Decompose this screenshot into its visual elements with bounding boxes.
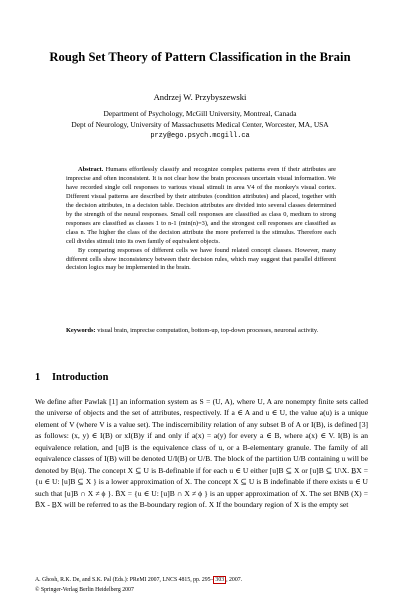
keywords-block	[66, 327, 336, 336]
body-paragraph-1: We define after Pawlak [1] an information system as S = (U, A), where U, A are nonempty finite sets called the universe of objects and the set of attributes, respectively. If a ∈ A and u ∈ U, the value a(u) is a unique element of V (where V is a value set). The indiscernibility relation of any subset B of A or I(B), is defined [3] as follows: (x, y) ∈ I(B) or xI(B)y if and only if a(x) = a(y) for every a ∈ B, where a(x) ∈ V. I(B) is an equivalence relation, and [u]B is the equivalence class of u, or a B-elementary granule. The family of all equivalence classes of I(B) will be denoted U/I(B) or U/B. The block of the partition U/B containing u will be denoted by B(u). The concept X ⊆ U is B-definable if for each u ∈ U either [u]B ⊆ X or [u]B ⊆ U\X. B̲X = {u ∈ U: [u]B ⊆ X } is a lower approximation of X. The concept X ⊆ U is B indefinable if there exists u ∈ U such that [u]B ∩ X ≠ ϕ }. B̄X = {u ∈ U: [u]B ∩ X ≠ ϕ } is an upper approximation of X. The set BNB (X) = B̄X - B̲X will be referred to as the B-boundary region of. X If the boundary region of X is the empty set	[35, 397, 368, 510]
footer-page-number: 303	[215, 577, 225, 583]
footer	[35, 576, 375, 595]
footer-citation-prefix: A. Ghosh, R.K. De, and S.K. Pal (Eds.): PReMI 2007, LNCS 4815, pp. 295–	[35, 577, 214, 583]
abstract-paragraph-2: By comparing responses of different cells we have found related concept classes. However, many different cells show inconsistency between their decision rules, which may suggest that parallel different decision logics may be implemented in the brain.	[66, 246, 336, 272]
keywords-label: Keywords:	[66, 327, 96, 334]
affiliation-1: Department of Psychology, McGill University, Montreal, Canada	[103, 109, 297, 118]
author-name: Andrzej W. Przybyszewski	[153, 92, 247, 102]
body-text	[35, 396, 368, 511]
abstract-block	[66, 166, 336, 273]
footer-copyright: © Springer-Verlag Berlin Heidelberg 2007	[35, 586, 134, 593]
paper-title: Rough Set Theory of Pattern Classification in the Brain	[49, 50, 351, 64]
section-number: 1	[35, 372, 41, 383]
section-title: Introduction	[52, 372, 109, 383]
author-email: przy@ego.psych.mcgill.ca	[150, 132, 250, 140]
affiliation-2: Dept of Neurology, University of Massachusetts Medical Center, Worcester, MA, USA	[71, 120, 329, 129]
keywords-text: visual brain, imprecise computation, bottom-up, top-down processes, neuronal activity.	[97, 327, 319, 334]
footer-citation-suffix: , 2007.	[226, 577, 243, 583]
abstract-label: Abstract.	[78, 166, 104, 173]
section-heading	[35, 372, 108, 383]
abstract-text-1: Humans effortlessly classify and recognize complex patterns even if their attributes are imprecise and often inconsistent. It is not clear how the brain processes uncertain visual information. We have recorded single cell responses to various visual stimuli in area V4 of the monkey's visual cortex. Different visual patterns are described by their attributes (condition attributes) and placed, together with the decision attributes, in a decision table. Decision attributes are divided into several classes determined by the strength of the neural responses. Small cell responses are classified as class 0, medium to strong responses are classified as classes 1 to n-1 (min(n)=3), and the strongest cell responses are classified as class n. The higher the class of the decision attribute the more preferred is the stimulus. Therefore each cell divides stimuli into its own family of equivalent objects.	[66, 166, 336, 245]
abstract-paragraph-1	[66, 166, 336, 247]
footer-citation	[35, 576, 375, 586]
